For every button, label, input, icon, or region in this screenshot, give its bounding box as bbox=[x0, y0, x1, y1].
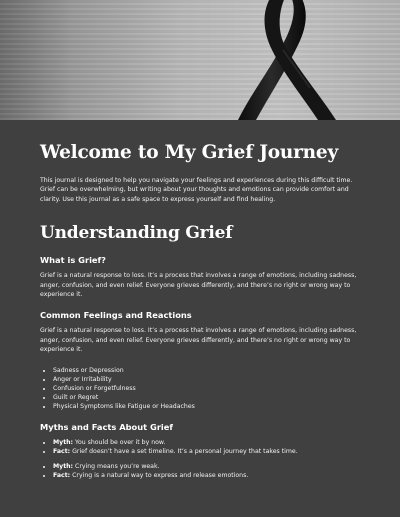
myth-text: You should be over it by now. bbox=[75, 438, 166, 446]
myth-item bbox=[53, 462, 360, 471]
fact-item bbox=[53, 447, 360, 456]
hero-image bbox=[0, 0, 400, 120]
intro-paragraph: This journal is designed to help you navigate your feelings and experiences during this difficult time. Grief can be overwhelming, but writing about your thoughts and emotions can provide comfort and clarity. Use this journal as a safe space to express yourself and find healing. bbox=[40, 177, 353, 203]
fact-label: Fact: bbox=[53, 472, 71, 480]
feelings-text: Grief is a natural response to loss. It’s a process that involves a range of emotions, including sadness, anger, confusion, and even relief. Everyone grieves differently, and there’s no right or wrong way to experience it. bbox=[40, 327, 357, 354]
feelings-heading: Common Feelings and Reactions bbox=[40, 310, 192, 321]
list-item: • Anger or Irritability bbox=[53, 375, 360, 384]
section-title: Understanding Grief bbox=[40, 223, 233, 244]
fact-item bbox=[53, 471, 360, 480]
myth-fact-list bbox=[40, 462, 360, 480]
black-ribbon-icon bbox=[0, 0, 400, 120]
myth-text: Crying means you’re weak. bbox=[75, 463, 160, 471]
list-item: • Guilt or Regret bbox=[53, 393, 360, 402]
myth-label: Myth: bbox=[53, 463, 74, 471]
list-item: • Physical Symptoms like Fatigue or Headaches bbox=[53, 402, 360, 411]
list-item: • Confusion or Forgetfulness bbox=[53, 384, 360, 393]
myth-label: Myth: bbox=[53, 438, 74, 446]
list-item: • Sadness or Depression bbox=[53, 366, 360, 375]
page-title: Welcome to My Grief Journey bbox=[40, 142, 339, 163]
myth-item bbox=[53, 438, 360, 447]
fact-text: Grief doesn’t have a set timeline. It’s a personal journey that takes time. bbox=[72, 447, 298, 455]
fact-label: Fact: bbox=[53, 447, 71, 455]
myths-heading: Myths and Facts About Grief bbox=[40, 421, 173, 432]
fact-text: Crying is a natural way to express and release emotions. bbox=[72, 472, 249, 480]
what-is-grief-text: Grief is a natural response to loss. It’s a process that involves a range of emotions, including sadness, anger, confusion, and even relief. Everyone grieves differently, and there’s no right or wrong way to experience it. bbox=[40, 272, 357, 299]
myth-fact-list bbox=[40, 438, 360, 456]
what-is-grief-heading: What is Grief? bbox=[40, 255, 106, 266]
feelings-list bbox=[40, 366, 360, 412]
